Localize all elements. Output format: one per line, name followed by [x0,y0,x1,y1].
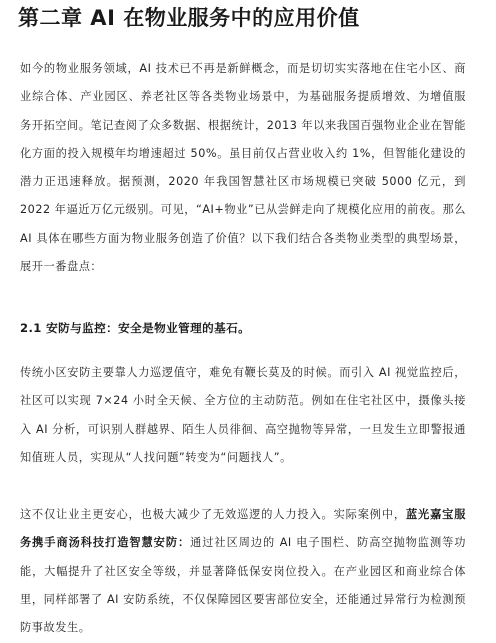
chapter-title: 第二章 AI 在物业服务中的应用价值 [18,6,360,30]
case-text-after: 通过社区周边的 AI 电子围栏、防高空抛物监测等功能，大幅提升了社区安全等级，并显著降低保安岗位投入。在产业园区和商业综合体里，同样部署了 AI 安防系统，不仅保障园区要害部位安全，还能通过异常行为检测预防事故发生。 [20,536,466,635]
security-paragraph: 传统小区安防主要靠人力巡逻值守，难免有鞭长莫及的时候。而引入 AI 视觉监控后，社区可以实现 7×24 小时全天候、全方位的主动防范。例如在住宅社区中，摄像头接入 AI 分析，可识别人群越界、陌生人员徘徊、高空抛物等异常，一旦发生立即警报通知值班人员，实现从“人找问题”转变为“问题找人”。 [20,366,466,464]
intro-paragraph: 如今的物业服务领域，AI 技术已不再是新鲜概念，而是切切实实落地在住宅小区、商业综合体、产业园区、养老社区等各类物业场景中，为基础服务提质增效、为增值服务开拓空间。笔记查阅了众多数据、根据统计，2013 年以来我国百强物业企业在智能化方面的投入规模年均增速超过 50%。虽目前仅占营业收入约 1%，但智能化建设的潜力正迅速释放。据预测，2020 年我国智慧社区市场规模已突破 5000 亿元，到 2022 年逼近万亿元级别。可见，“AI+物业”已从尝鲜走向了规模化应用的前夜。那么 AI 具体在哪些方面为物业服务创造了价值？以下我们结合各类物业类型的典型场景，展开一番盘点： [20,62,466,274]
case-highlight: 蓝光嘉宝服务携手商汤科技打造智慧安防： [20,508,466,550]
case-text-before: 这不仅让业主更安心，也极大减少了无效巡逻的人力投入。实际案例中， [20,508,406,521]
case-paragraph [20,501,466,642]
section-heading: 2.1 安防与监控：安全是物业管理的基石。 [20,321,251,335]
